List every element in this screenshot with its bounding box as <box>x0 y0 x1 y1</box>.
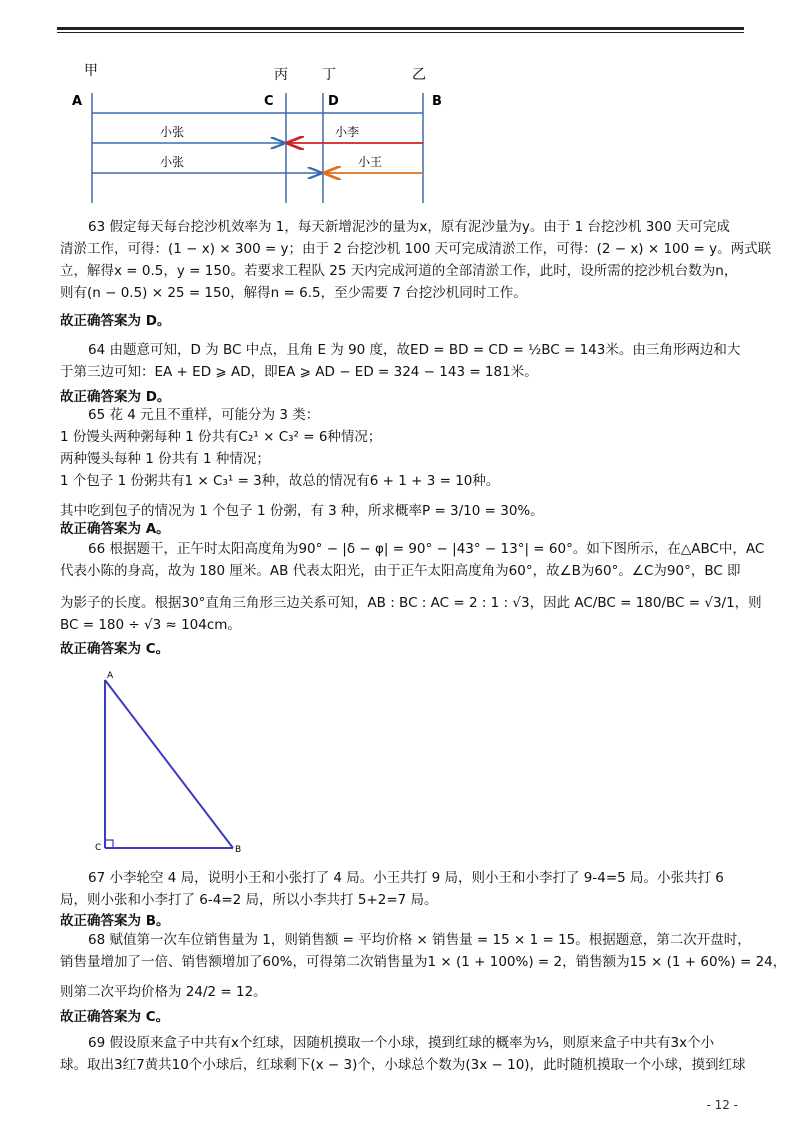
q64-text <box>60 339 740 383</box>
q65-line: 1 个包子 1 份粥共有1 × C₃¹ = 3种，故总的情况有6 + 1 + 3 = 10种。 <box>60 473 500 489</box>
q68-answer: 故正确答案为 C。 <box>60 1009 170 1025</box>
q68-text <box>60 929 787 1003</box>
header-rule-thick <box>57 27 744 30</box>
q64-line: 于第三边可知：EA + ED ⩾ AD，即EA ⩾ AD − ED = 324 − 143 = 181米。 <box>60 364 538 380</box>
triangle-diagram <box>95 668 255 858</box>
q64-answer: 故正确答案为 D。 <box>60 389 171 405</box>
place-bing: 丙 <box>274 67 288 83</box>
q63-text <box>60 216 772 304</box>
q65-line: 1 份馒头两种粥每种 1 份共有C₂¹ × C₃² = 6种情况； <box>60 429 382 445</box>
q65-text <box>60 404 740 522</box>
q63-line: 则有(n − 0.5) × 25 = 150，解得n = 6.5，至少需要 7 台挖沙机同时工作。 <box>60 285 527 301</box>
side-ab <box>105 680 233 848</box>
q67-answer: 故正确答案为 B。 <box>60 913 170 929</box>
point-b: B <box>432 94 442 109</box>
q65-line: 65 花 4 元且不重样，可能分为 3 类： <box>88 407 320 423</box>
place-ding: 丁 <box>322 67 336 83</box>
route-diagram <box>60 55 460 205</box>
q66-line: BC = 180 ÷ √3 ≈ 104cm。 <box>60 617 241 633</box>
label-zhang-1: 小张 <box>160 125 185 139</box>
place-jia: 甲 <box>84 63 98 79</box>
q64-line: 64 由题意可知，D 为 BC 中点，且角 E 为 90 度，故ED = BD = CD = ½BC = 143米。由三角形两边和大 <box>88 342 741 358</box>
point-d: D <box>328 94 339 109</box>
page-number: - 12 - <box>706 1098 738 1112</box>
q67-line: 局，则小张和小李打了 6-4=2 局，所以小李共打 5+2=7 局。 <box>60 892 438 908</box>
q65-answer: 故正确答案为 A。 <box>60 521 170 537</box>
q67-text <box>60 867 740 911</box>
label-zhang-2: 小张 <box>160 155 185 169</box>
q66-answer: 故正确答案为 C。 <box>60 641 170 657</box>
q65-line: 两种馒头每种 1 份共有 1 种情况； <box>60 451 270 467</box>
vertex-c: C <box>95 843 102 853</box>
q68-line: 68 赋值第一次车位销售量为 1，则销售额 = 平均价格 × 销售量 = 15 × 1 = 15。根据题意，第二次开盘时， <box>88 932 751 948</box>
q67-line: 67 小李轮空 4 局，说明小王和小张打了 4 局。小王共打 9 局，则小王和小李打了 9-4=5 局。小张共打 6 <box>88 870 724 886</box>
q63-line: 63 假定每天每台挖沙机效率为 1，每天新增泥沙的量为x，原有泥沙量为y。由于 1 台挖沙机 300 天可完成 <box>88 219 730 235</box>
q66-text <box>60 538 765 636</box>
q69-text <box>60 1032 746 1076</box>
vertex-b: B <box>235 845 242 855</box>
q66-line: 代表小陈的身高，故为 180 厘米。AB 代表太阳光，由于正午太阳高度角为60°，故∠B为60°。∠C为90°，BC 即 <box>60 563 741 579</box>
place-yi: 乙 <box>412 67 426 83</box>
q63-line: 清淤工作，可得：(1 − x) × 300 = y；由于 2 台挖沙机 100 天可完成清淤工作，可得：(2 − x) × 100 = y。两式联 <box>60 241 772 257</box>
q65-line: 其中吃到包子的情况为 1 个包子 1 份粥，有 3 种，所求概率P = 3/10 = 30%。 <box>60 503 544 519</box>
vertex-a: A <box>107 671 114 681</box>
q63-line: 立，解得x = 0.5，y = 150。若要求工程队 25 天内完成河道的全部清淤工作，此时，设所需的挖沙机台数为n， <box>60 263 738 279</box>
label-li: 小李 <box>335 125 360 139</box>
header-rule-thin <box>57 32 744 33</box>
point-c: C <box>264 94 274 109</box>
q69-line: 球。取出3红7黄共10个小球后，红球剩下(x − 3)个，小球总个数为(3x − 10)，此时随机摸取一个小球，摸到红球 <box>60 1057 746 1073</box>
q63-answer: 故正确答案为 D。 <box>60 313 171 329</box>
label-wang: 小王 <box>358 155 383 169</box>
point-a: A <box>72 94 83 109</box>
q68-line: 销售量增加了一倍、销售额增加了60%，可得第二次销售量为1 × (1 + 100%) = 2，销售额为15 × (1 + 60%) = 24， <box>60 954 787 970</box>
right-angle-mark <box>105 840 113 848</box>
q66-line: 为影子的长度。根据30°直角三角形三边关系可知，AB : BC : AC = 2 : 1 : √3，因此 AC/BC = 180/BC = √3/1，则 <box>60 595 762 611</box>
q66-line: 66 根据题干，正午时太阳高度角为90° − |δ − φ| = 90° − |43° − 13°| = 60°。如下图所示，在△ABC中，AC <box>88 541 765 557</box>
q69-line: 69 假设原来盒子中共有x个红球，因随机摸取一个小球，摸到红球的概率为⅓，则原来盒子中共有3x个小 <box>88 1035 715 1051</box>
q68-line: 则第二次平均价格为 24/2 = 12。 <box>60 984 267 1000</box>
